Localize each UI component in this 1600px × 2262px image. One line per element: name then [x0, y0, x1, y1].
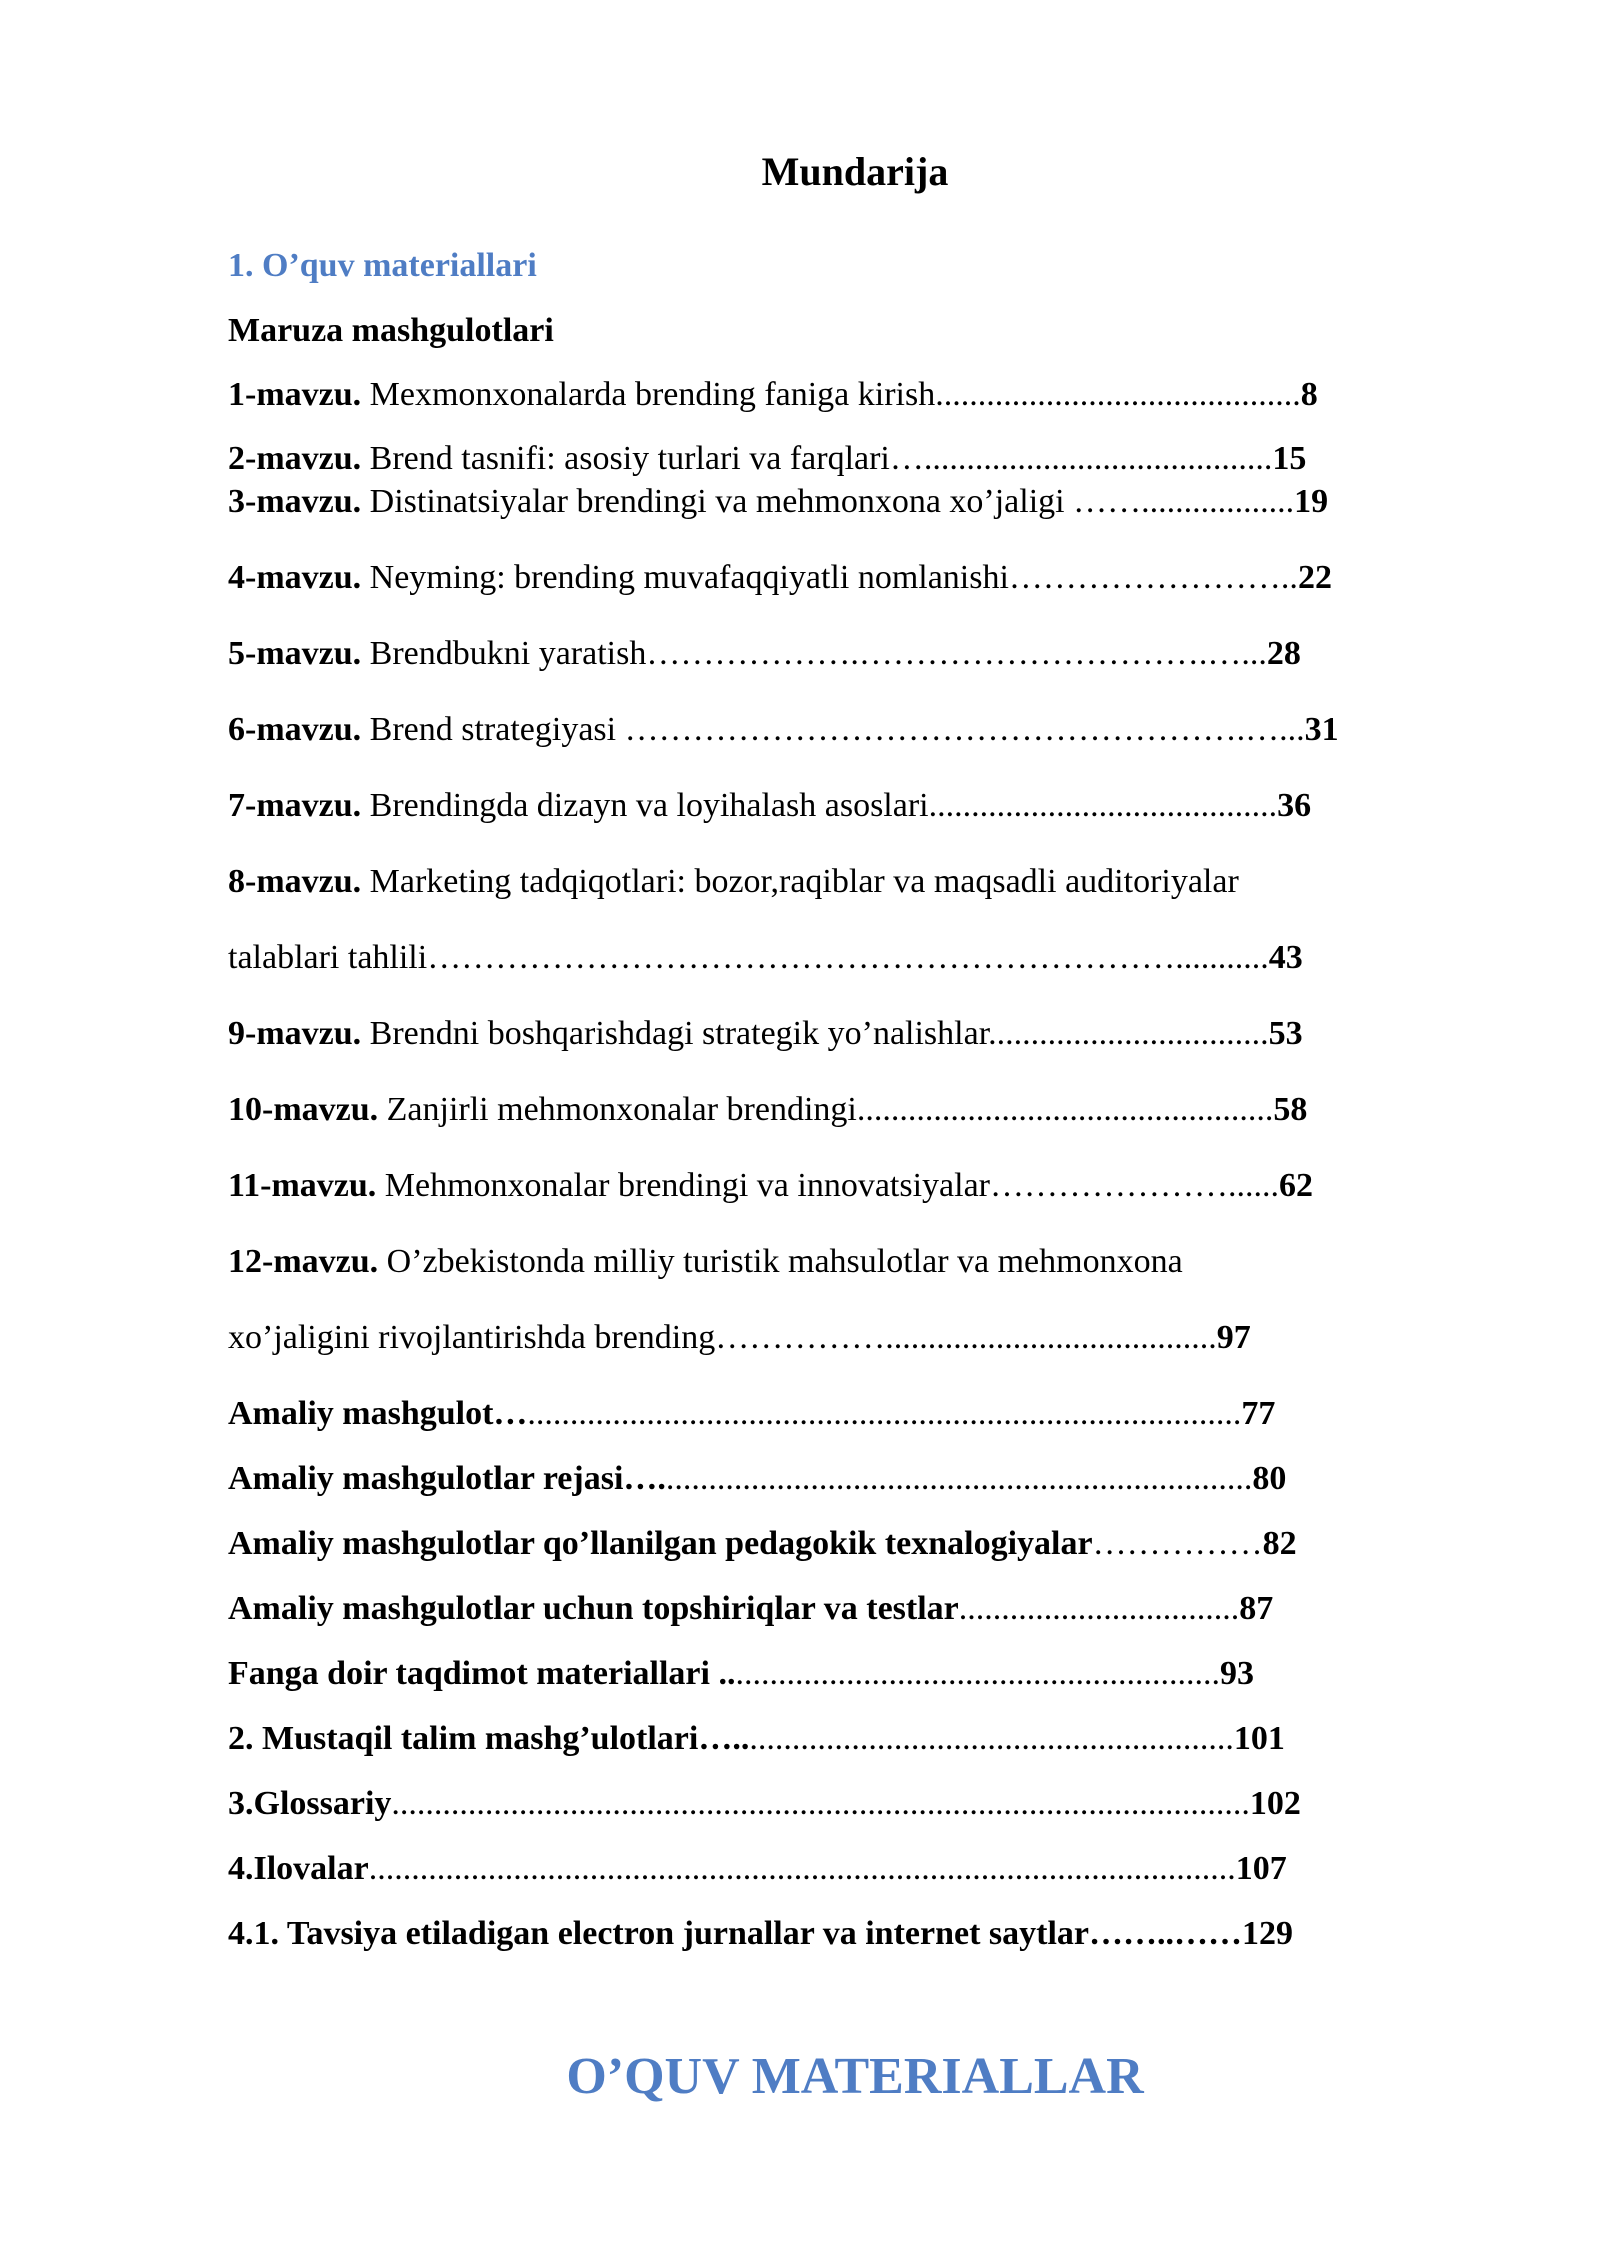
toc-entry-pedagogical-tech[interactable]: Amaliy mashgulotlar qo’llanilgan pedagokik texnalogiyalar……………82 — [228, 1525, 1297, 1562]
toc-entry-tasks-tests[interactable]: Amaliy mashgulotlar uchun topshiriqlar va testlar.................................87 — [228, 1590, 1274, 1627]
toc-entry-recommended-journals[interactable]: 4.1. Tavsiya etiladigan electron jurnallar va internet saytlar……..……129 — [228, 1915, 1293, 1952]
toc-entry-3[interactable]: 3-mavzu. Distinatsiyalar brendingi va mehmonxona xo’jaligi ……..................19 — [228, 483, 1329, 520]
section-heading-1: 1. O’quv materiallari — [228, 247, 537, 284]
section-banner-heading: O’QUV MATERIALLAR — [566, 2048, 1144, 2105]
toc-entry-6[interactable]: 6-mavzu. Brend strategiyasi ……………………………………………….…...31 — [228, 711, 1339, 748]
toc-entry-8-continuation[interactable]: talablari tahlili…………………………………………………………...........43 — [228, 939, 1303, 976]
toc-entry-12[interactable]: 12-mavzu. O’zbekistonda milliy turistik mahsulotlar va mehmonxona — [228, 1243, 1183, 1280]
toc-entry-5[interactable]: 5-mavzu. Brendbukni yaratish……………….………………………….…...28 — [228, 635, 1301, 672]
toc-entry-4[interactable]: 4-mavzu. Neyming: brending muvafaqqiyatli nomlanishi……………………..22 — [228, 559, 1332, 596]
toc-entry-7[interactable]: 7-mavzu. Brendingda dizayn va loyihalash asoslari.........................................36 — [228, 787, 1312, 824]
toc-entry-9[interactable]: 9-mavzu. Brendni boshqarishdagi strategik yo’nalishlar.................................53 — [228, 1015, 1303, 1052]
toc-entry-2[interactable]: 2-mavzu. Brend tasnifi: asosiy turlari va farqlari….........................................15 — [228, 440, 1307, 477]
subheading-lectures: Maruza mashgulotlari — [228, 312, 554, 349]
toc-entry-presentations[interactable]: Fanga doir taqdimot materiallari ...........................................................93 — [228, 1655, 1254, 1692]
toc-entry-1[interactable]: 1-mavzu. Mexmonxonalarda brending faniga kirish...........................................8 — [228, 376, 1318, 413]
page-title: Mundarija — [761, 149, 949, 194]
toc-entry-practical[interactable]: Amaliy mashgulot…....................................................................................77 — [228, 1395, 1276, 1432]
toc-entry-10[interactable]: 10-mavzu. Zanjirli mehmonxonalar brendingi.................................................58 — [228, 1091, 1308, 1128]
toc-entry-independent-study[interactable]: 2. Mustaqil talim mashg’ulotlari…...........................................................101 — [228, 1720, 1285, 1757]
toc-entry-practical-plan[interactable]: Amaliy mashgulotlar rejasi…......................................................................80 — [228, 1460, 1287, 1497]
toc-entry-11[interactable]: 11-mavzu. Mehmonxonalar brendingi va innovatsiyalar…………………......62 — [228, 1167, 1314, 1204]
toc-entry-appendices[interactable]: 4.Ilovalar......................................................................................................107 — [228, 1850, 1287, 1887]
toc-entry-12-continuation[interactable]: xo’jaligini rivojlantirishda brending…………….......................................97 — [228, 1319, 1251, 1356]
toc-entry-glossary[interactable]: 3.Glossariy.....................................................................................................102 — [228, 1785, 1301, 1822]
toc-entry-8[interactable]: 8-mavzu. Marketing tadqiqotlari: bozor,raqiblar va maqsadli auditoriyalar — [228, 863, 1239, 900]
